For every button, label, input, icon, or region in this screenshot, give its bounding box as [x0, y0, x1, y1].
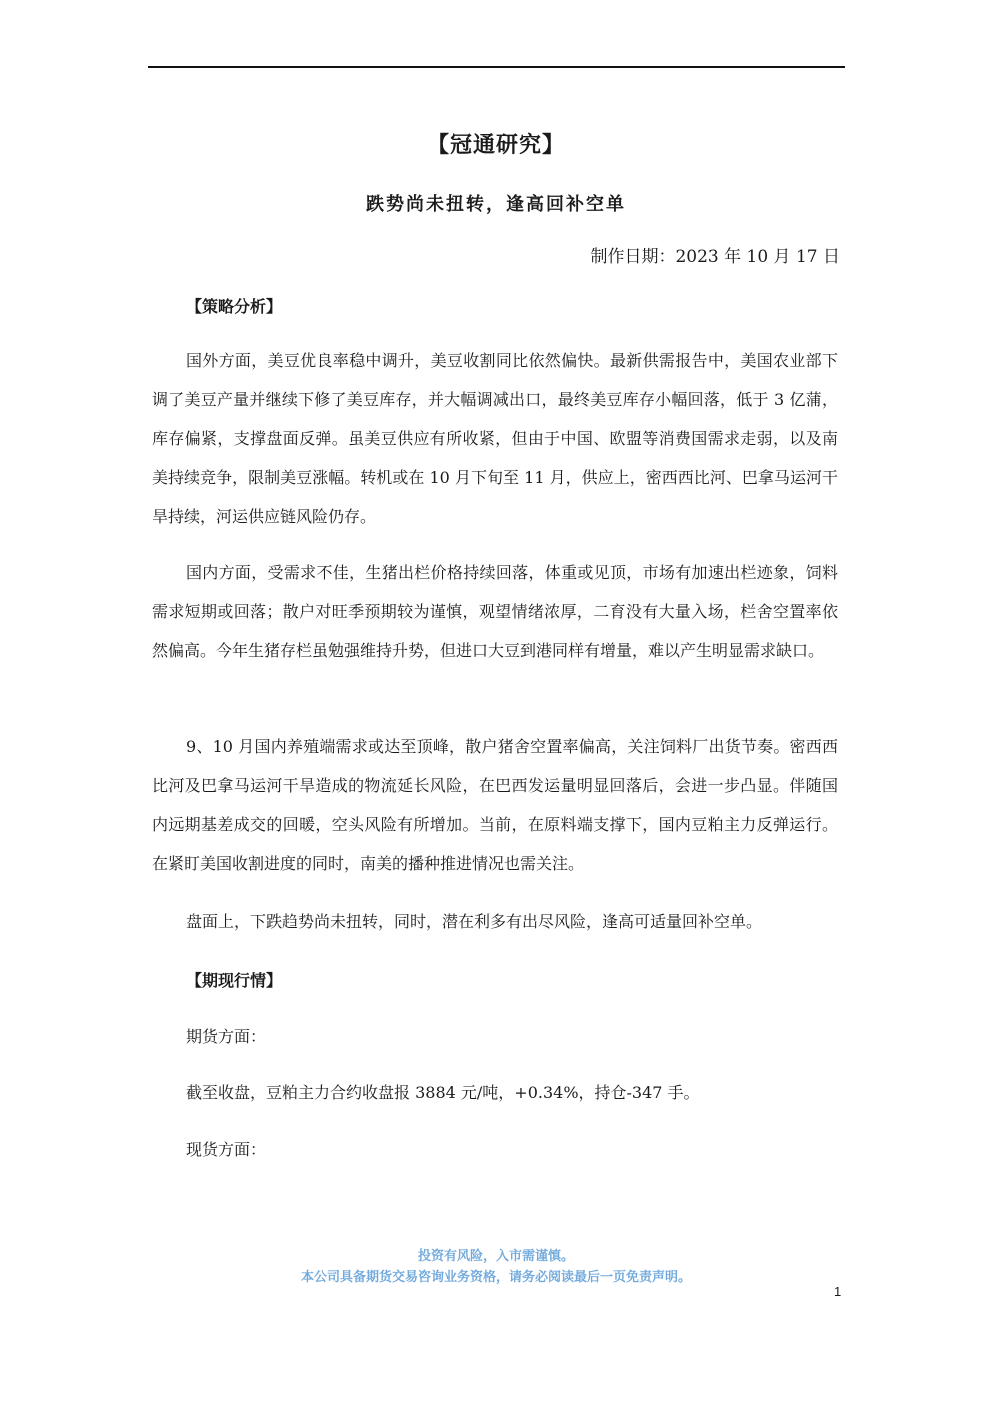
strategy-paragraph-2: 国内方面，受需求不佳，生猪出栏价格持续回落，体重或见顶，市场有加速出栏迹象，饲料需求短期或回落；散户对旺季预期较为谨慎，观望情绪浓厚，二育没有大量入场，栏舍空置率依然偏高。今年生猪存栏虽勉强维持升势，但进口大豆到港同样有增量，难以产生明显需求缺口。	[152, 563, 838, 660]
strategy-paragraph-4: 盘面上，下跌趋势尚未扭转，同时，潜在利多有出尽风险，逢高可适量回补空单。	[186, 912, 763, 931]
strategy-paragraph-1: 国外方面，美豆优良率稳中调升，美豆收割同比依然偏快。最新供需报告中，美国农业部下调了美豆产量并继续下修了美豆库存，并大幅调减出口，最终美豆库存小幅回落，低于 3 亿蒲，库存偏紧，支撑盘面反弹。虽美豆供应有所收紧，但由于中国、欧盟等消费国需求走弱，以及南美持续竞争，限制美豆涨幅。转机或在 10 月下旬至 11 月，供应上，密西西比河、巴拿马运河干旱持续，河运供应链风险仍存。	[152, 351, 838, 526]
header-rule	[148, 66, 845, 68]
page-number: 1	[834, 1284, 842, 1299]
futures-label: 期货方面：	[186, 1027, 267, 1046]
report-date: 制作日期：2023 年 10 月 17 日	[590, 247, 840, 267]
disclaimer-line-2: 本公司具备期货交易咨询业务资格，请务必阅读最后一页免责声明。	[300, 1270, 691, 1285]
futures-text: 截至收盘，豆粕主力合约收盘报 3884 元/吨，+0.34%，持仓-347 手。	[186, 1083, 700, 1102]
brand-heading: 【冠通研究】	[426, 132, 565, 158]
disclaimer-line-1: 投资有风险，入市需谨慎。	[417, 1249, 574, 1264]
market-heading: 【期现行情】	[186, 971, 283, 990]
spot-label: 现货方面：	[186, 1140, 267, 1159]
strategy-heading: 【策略分析】	[186, 297, 283, 316]
report-title: 跌势尚未扭转，逢高回补空单	[366, 194, 626, 215]
strategy-paragraph-3: 9、10 月国内养殖端需求或达至顶峰，散户猪舍空置率偏高，关注饲料厂出货节奏。密西西比河及巴拿马运河干旱造成的物流延长风险，在巴西发运量明显回落后，会进一步凸显。伴随国内远期基差成交的回暖，空头风险有所增加。当前，在原料端支撑下，国内豆粕主力反弹运行。在紧盯美国收割进度的同时，南美的播种推进情况也需关注。	[152, 737, 838, 873]
